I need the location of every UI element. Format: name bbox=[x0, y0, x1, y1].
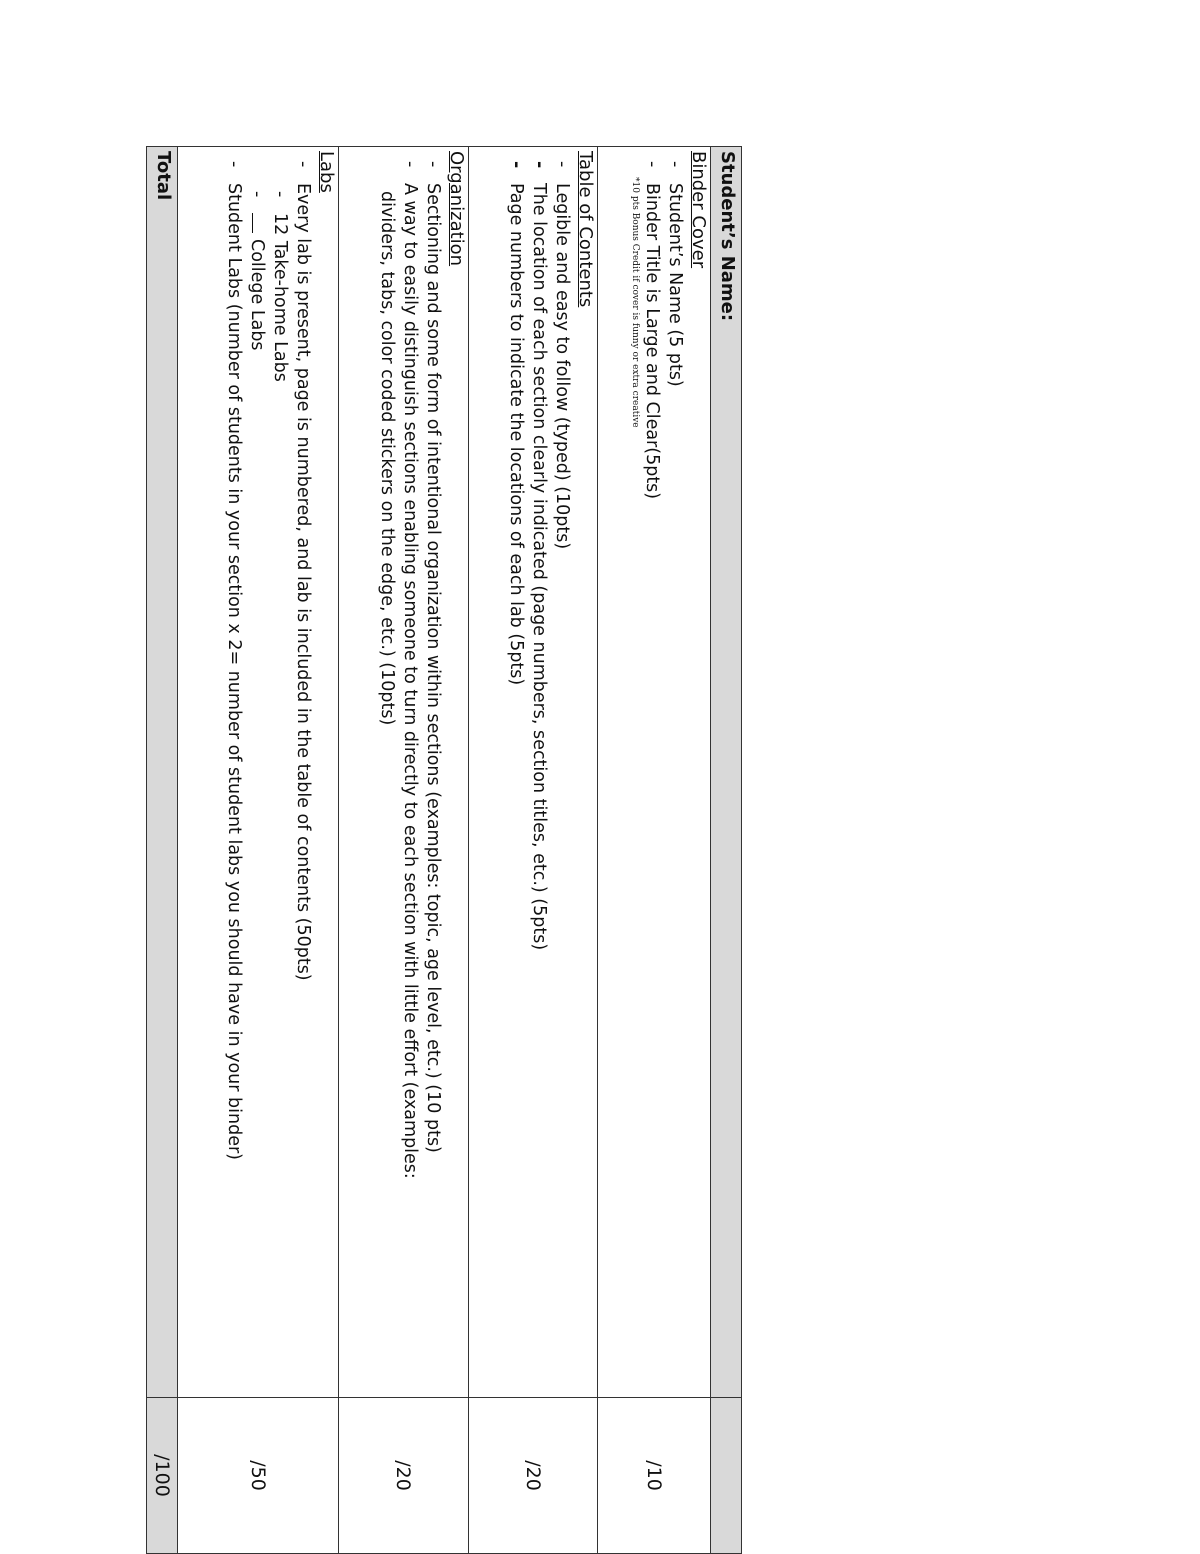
header-row bbox=[711, 147, 742, 1554]
list-item: -Binder Title is Large and Clear(5pts) bbox=[642, 161, 662, 500]
binder-cover-score: /10 bbox=[598, 1398, 711, 1554]
count-blank bbox=[252, 213, 267, 233]
rubric-table bbox=[146, 146, 742, 1554]
table-of-contents-score: /20 bbox=[468, 1398, 597, 1554]
list-item: -College Labs bbox=[247, 191, 268, 351]
organization-score: /20 bbox=[339, 1398, 468, 1554]
bonus-note: *10 pts Bonus Credit if cover is funny or extra creative bbox=[630, 177, 640, 428]
labs-title: Labs bbox=[316, 151, 338, 193]
binder-cover-title: Binder Cover bbox=[688, 151, 709, 269]
table-of-contents-cell bbox=[468, 147, 597, 1398]
labs-cell bbox=[178, 147, 339, 1398]
list-item: -The location of each section clearly indicated (page numbers, section titles, etc.) (5pts) bbox=[529, 161, 550, 951]
labs-row bbox=[178, 147, 339, 1554]
header-score-cell bbox=[711, 1398, 742, 1554]
list-item: -Page numbers to indicate the locations of each lab (5pts) bbox=[506, 161, 527, 686]
labs-score: /50 bbox=[178, 1398, 339, 1554]
list-item: -12 Take-home Labs bbox=[270, 191, 291, 382]
list-item: -Student’s Name (5 pts) bbox=[665, 161, 685, 387]
list-item: -A way to easily distinguish sections enabling someone to turn directly to each section with little effort (examples: bbox=[399, 161, 420, 1179]
students-name-label: Student’s Name: bbox=[711, 147, 742, 1398]
binder-cover-cell bbox=[598, 147, 711, 1398]
total-label: Total bbox=[147, 147, 178, 1398]
rotated-rubric bbox=[146, 146, 742, 1553]
total-row bbox=[147, 147, 178, 1554]
list-item-continuation: dividers, tabs, color coded stickers on the edge, etc.) (10pts) bbox=[376, 191, 397, 726]
organization-title: Organization bbox=[445, 151, 467, 267]
list-item: -Legible and easy to follow (typed) (10pts) bbox=[552, 161, 573, 550]
list-item: -Every lab is present, page is numbered, and lab is included in the table of contents (50pts) bbox=[293, 161, 314, 981]
list-item: -Student Labs (number of students in your section x 2= number of student labs you should have in your binder) bbox=[224, 161, 245, 1160]
table-of-contents-row bbox=[468, 147, 597, 1554]
organization-cell bbox=[339, 147, 468, 1398]
list-item: -Sectioning and some form of intentional organization within sections (examples: topic, age level, etc.) (10 pts) bbox=[422, 161, 443, 1153]
total-score: /100 bbox=[147, 1398, 178, 1554]
organization-row bbox=[339, 147, 468, 1554]
table-of-contents-title: Table of Contents bbox=[575, 151, 597, 308]
binder-cover-row bbox=[598, 147, 711, 1554]
